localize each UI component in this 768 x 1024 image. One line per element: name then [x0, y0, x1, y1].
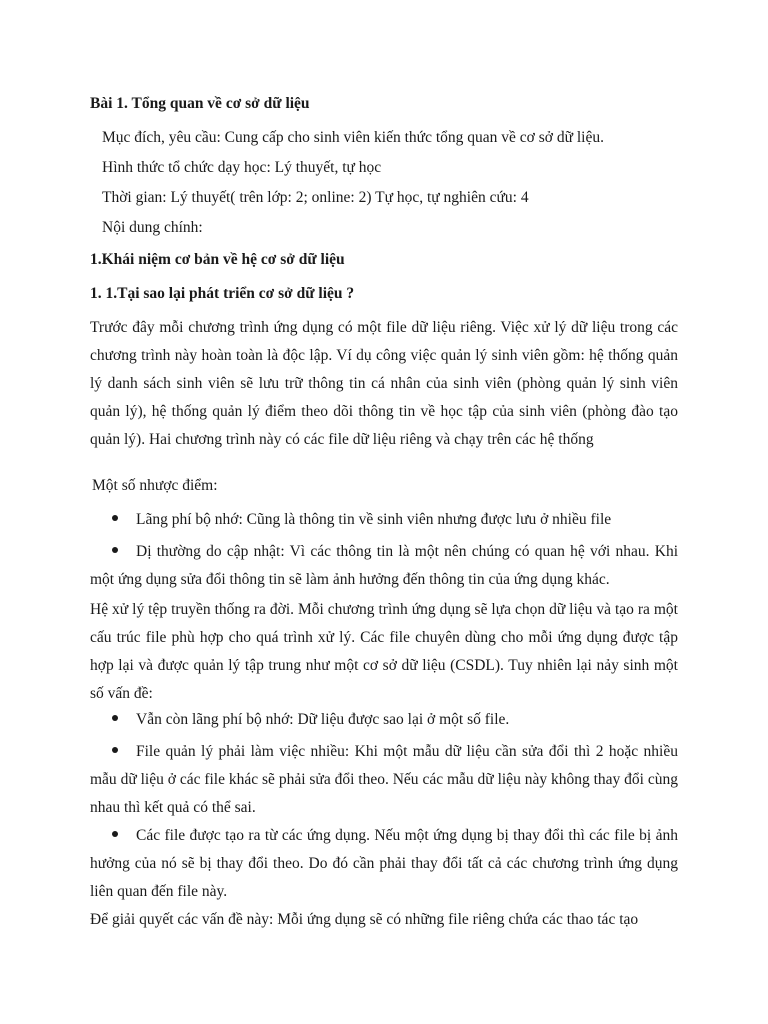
list-item — [112, 506, 678, 534]
issue-text: Vẫn còn lãng phí bộ nhớ: Dữ liệu được sao lại ở một số file. — [136, 711, 510, 728]
bullet-icon — [112, 715, 118, 721]
bullet-icon — [112, 831, 118, 837]
paragraph-1: Trước đây mỗi chương trình ứng dụng có một file dữ liệu riêng. Việc xử lý dữ liệu trong các chương trình này hoàn toàn là độc lập. Ví dụ công việc quản lý sinh viên gồm: hệ thống quản lý danh sách sinh viên sẽ lưu trữ thông tin cá nhân của sinh viên (phòng quản lý sinh viên quản lý), hệ thống quản lý điểm theo dõi thông tin về học tập của sinh viên (phòng đào tạo quản lý). Hai chương trình này có các file dữ liệu riêng và chạy trên các hệ thống — [90, 319, 678, 448]
bullet-icon — [112, 747, 118, 753]
teaching-form-line: Hình thức tổ chức dạy học: Lý thuyết, tự học — [102, 159, 382, 176]
issue-text: File quản lý phải làm việc nhiều: Khi một mẫu dữ liệu cần sửa đổi thì 2 hoặc nhiều mẫu dữ liệu ở các file khác sẽ phải sửa đổi theo. Nếu các mẫu dữ liệu này không thay đổi cùng nhau thì kết quả có thể sai. — [90, 743, 678, 816]
bullet-icon — [112, 515, 118, 521]
section-heading: 1.Khái niệm cơ bản về hệ cơ sở dữ liệu — [90, 251, 345, 268]
subsection-heading: 1. 1.Tại sao lại phát triển cơ sở dữ liệu ? — [90, 285, 355, 302]
list-item — [112, 706, 678, 734]
purpose-line: Mục đích, yêu cầu: Cung cấp cho sinh viên kiến thức tổng quan về cơ sở dữ liệu. — [102, 129, 604, 146]
bullet-icon — [112, 547, 118, 553]
list-item — [90, 738, 678, 822]
issue-text: Các file được tạo ra từ các ứng dụng. Nếu một ứng dụng bị thay đổi thì các file bị ảnh hưởng của nó sẽ bị thay đổi theo. Do đó cần phải thay đổi tất cả các chương trình ứng dụng liên quan đến file này. — [90, 827, 678, 900]
main-content-label: Nội dung chính: — [102, 219, 203, 236]
list-item — [90, 822, 678, 906]
drawback-text: Dị thường do cập nhật: Vì các thông tin là một nên chúng có quan hệ với nhau. Khi một ứng dụng sửa đổi thông tin sẽ làm ảnh hưởng đến thông tin của ứng dụng khác. — [90, 543, 678, 588]
time-line: Thời gian: Lý thuyết( trên lớp: 2; online: 2) Tự học, tự nghiên cứu: 4 — [102, 189, 529, 206]
drawbacks-intro: Một số nhược điểm: — [92, 477, 218, 494]
list-item — [90, 538, 678, 594]
paragraph-2: Hệ xử lý tệp truyền thống ra đời. Mỗi chương trình ứng dụng sẽ lựa chọn dữ liệu và tạo ra một cấu trúc file phù hợp cho quá trình xử lý. Các file chuyên dùng cho mỗi ứng dụng được tập hợp lại và được quản lý tập trung như một cơ sở dữ liệu (CSDL). Tuy nhiên lại nảy sinh một số vấn đề: — [90, 601, 678, 702]
drawback-text: Lãng phí bộ nhớ: Cũng là thông tin về sinh viên nhưng được lưu ở nhiều file — [136, 511, 612, 528]
paragraph-3: Để giải quyết các vấn đề này: Mỗi ứng dụng sẽ có những file riêng chứa các thao tác tạo — [90, 911, 639, 928]
lesson-title: Bài 1. Tổng quan về cơ sở dữ liệu — [90, 95, 310, 112]
